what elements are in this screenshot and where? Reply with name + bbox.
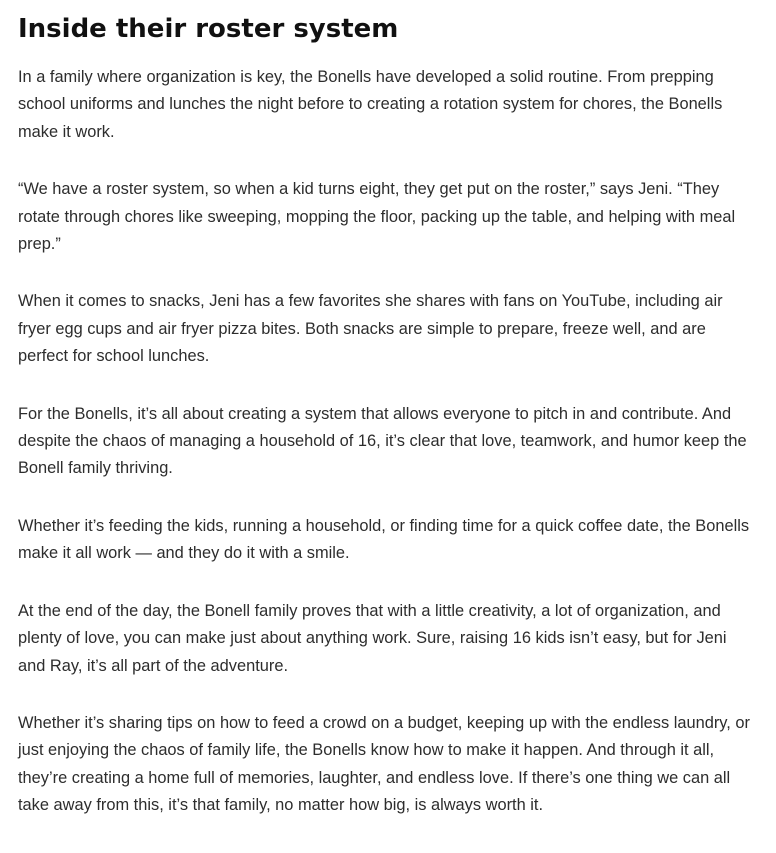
paragraph-4: For the Bonells, it’s all about creating a system that allows everyone to pitch in and contribute. And despite the chaos of managing a household of 16, it’s clear that love, teamwork, and humor keep the Bonell family thriving. (18, 404, 747, 478)
paragraph-6: At the end of the day, the Bonell family proves that with a little creativity, a lot of organization, and plenty of love, you can make just about anything work. Sure, raising 16 kids isn’t easy, but for Jeni and Ray, it’s all part of the adventure. (18, 601, 727, 675)
paragraph-2: “We have a roster system, so when a kid turns eight, they get put on the roster,” says Jeni. “They rotate through chores like sweeping, mopping the floor, packing up the table, and helping with meal prep.” (18, 180, 736, 254)
paragraph-7: Whether it’s sharing tips on how to feed a crowd on a budget, keeping up with the endless laundry, or just enjoying the chaos of family life, the Bonells know how to make it happen. And through it all, they’re creating a home full of memories, laughter, and endless love. If there’s one thing we can all take away from this, it’s that family, no matter how big, is always worth it. (18, 713, 750, 815)
paragraph-3: When it comes to snacks, Jeni has a few favorites she shares with fans on YouTube, including air fryer egg cups and air fryer pizza bites. Both snacks are simple to prepare, freeze well, and are perfect for school lunches. (18, 292, 723, 366)
section-heading: Inside their roster system (18, 14, 399, 44)
paragraph-1: In a family where organization is key, the Bonells have developed a solid routine. From prepping school uniforms and lunches the night before to creating a rotation system for chores, the Bonells make it work. (18, 68, 723, 141)
paragraph-5: Whether it’s feeding the kids, running a household, or finding time for a quick coffee date, the Bonells make it all work — and they do it with a smile. (18, 516, 750, 563)
